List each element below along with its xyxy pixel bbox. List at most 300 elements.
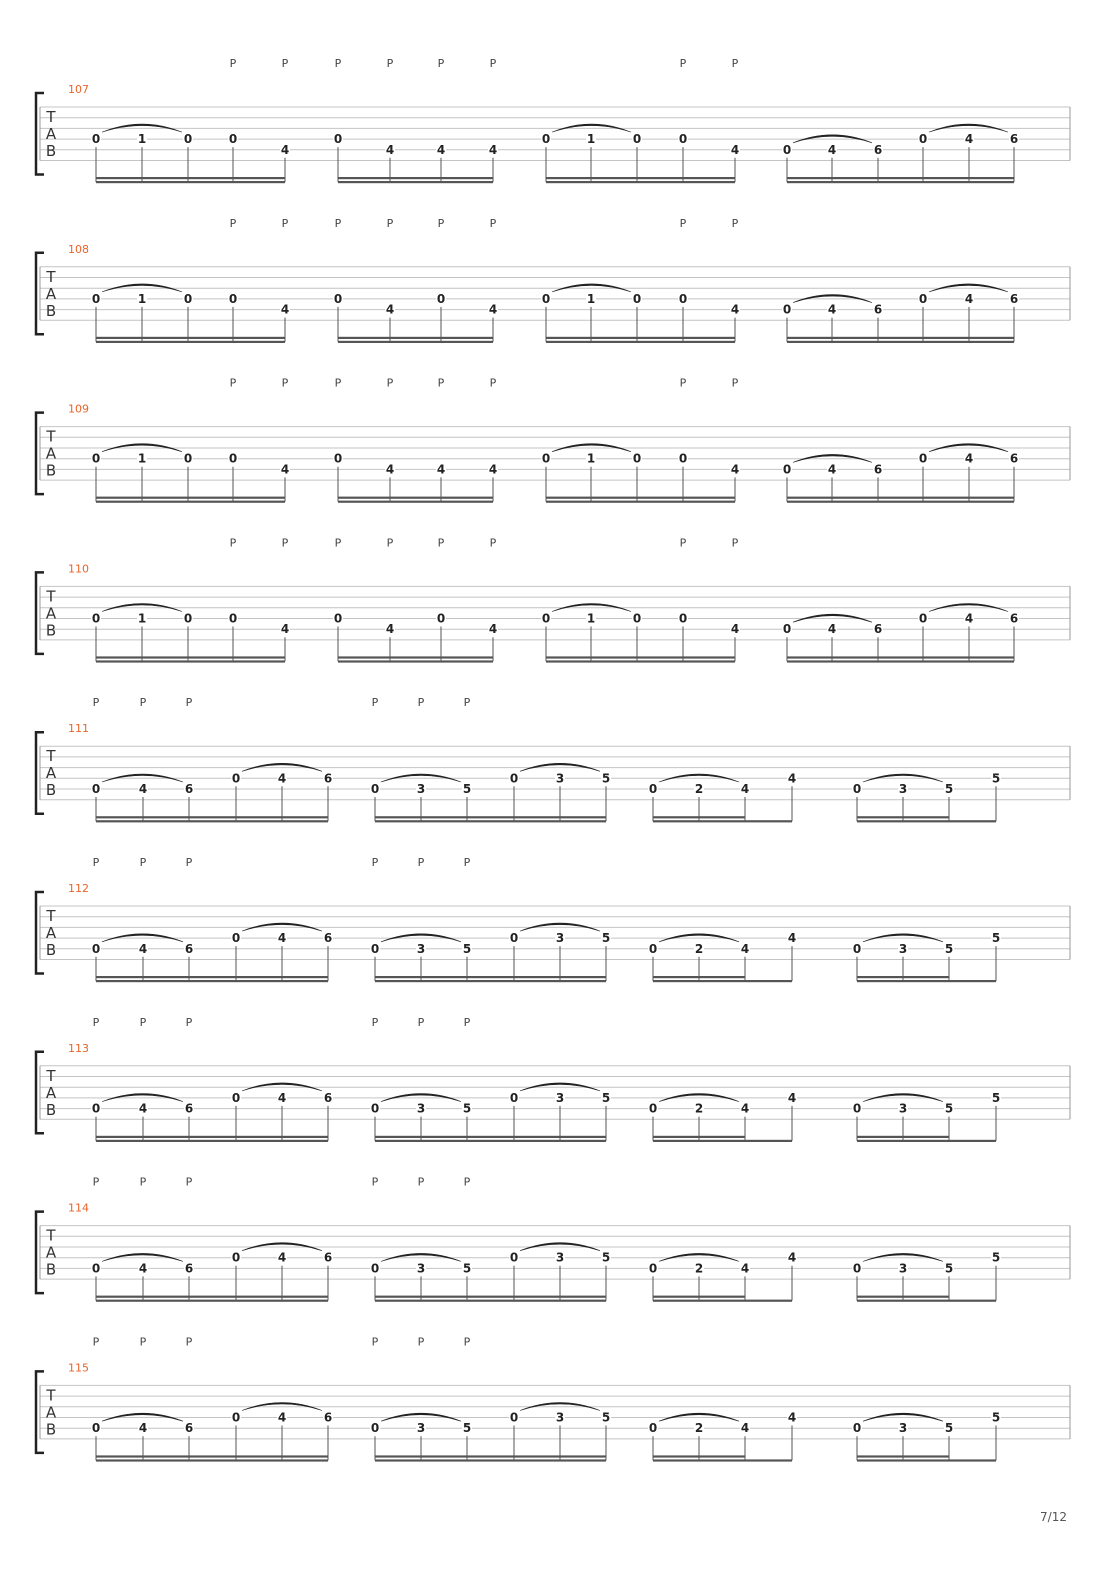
fret-number: 4: [138, 1421, 148, 1436]
fret-number: 4: [730, 462, 740, 477]
beam-secondary: [96, 177, 285, 179]
beam-secondary: [375, 816, 606, 818]
fret-number: 4: [730, 302, 740, 317]
palm-mute-mark: P: [185, 856, 193, 869]
fret-number: 0: [648, 1261, 658, 1276]
fret-number: 0: [91, 1421, 101, 1436]
fret-number: 0: [509, 931, 519, 946]
fret-number: 4: [740, 782, 750, 796]
fret-number: 0: [632, 451, 642, 466]
fret-number: 6: [323, 1250, 333, 1265]
fret-number: 4: [787, 771, 797, 786]
beam-primary: [653, 980, 792, 982]
fret-number: 6: [184, 1101, 194, 1116]
beam-secondary: [857, 976, 949, 978]
fret-number: 0: [918, 451, 928, 466]
fret-number: 4: [488, 462, 498, 477]
beam-primary: [653, 1300, 792, 1302]
beam-secondary: [375, 1455, 606, 1457]
palm-mute-mark: P: [679, 376, 687, 390]
measure-number: 111: [68, 722, 89, 736]
fret-number: 0: [436, 611, 446, 626]
beam-secondary: [546, 337, 735, 339]
palm-mute-mark: P: [371, 856, 379, 869]
palm-mute-mark: P: [437, 376, 445, 390]
fret-number: 4: [436, 142, 446, 157]
palm-mute-mark: P: [92, 696, 100, 710]
palm-mute-mark: P: [334, 216, 342, 230]
fret-number: 0: [678, 611, 688, 626]
fret-number: 4: [280, 302, 290, 317]
fret-number: 0: [183, 291, 193, 306]
tab-clef-letter: A: [45, 604, 57, 623]
fret-number: 5: [462, 1101, 472, 1116]
beam-secondary: [338, 337, 493, 339]
beam-secondary: [96, 337, 285, 339]
measure-number: 113: [68, 1041, 89, 1055]
beam-secondary: [546, 497, 735, 499]
beam-secondary: [787, 497, 1014, 499]
beam-secondary: [653, 1455, 745, 1457]
fret-number: 0: [91, 941, 101, 956]
fret-number: 4: [488, 142, 498, 157]
fret-number: 0: [370, 1261, 380, 1276]
beam-secondary: [96, 656, 285, 658]
fret-number: 2: [694, 1101, 704, 1116]
fret-number: 5: [991, 771, 1001, 786]
tab-clef-letter: A: [45, 1243, 57, 1262]
fret-number: 6: [323, 931, 333, 946]
beam-primary: [857, 980, 996, 982]
fret-number: 3: [555, 1250, 565, 1265]
beam-primary: [546, 341, 735, 343]
beam-primary: [787, 501, 1014, 503]
fret-number: 0: [852, 1261, 862, 1276]
fret-number: 4: [436, 462, 446, 477]
fret-number: 4: [277, 931, 287, 946]
fret-number: 5: [601, 1410, 611, 1425]
fret-number: 0: [918, 611, 928, 626]
palm-mute-mark: P: [139, 856, 147, 869]
fret-number: 4: [280, 622, 290, 637]
beam-secondary: [338, 497, 493, 499]
tab-clef-letter: A: [45, 444, 57, 463]
measure-number: 115: [68, 1361, 89, 1375]
fret-number: 0: [852, 1101, 862, 1116]
beam-primary: [96, 980, 328, 982]
fret-number: 6: [323, 1090, 333, 1105]
fret-number: 0: [852, 1421, 862, 1436]
beam-primary: [96, 181, 285, 183]
beam-secondary: [96, 497, 285, 499]
fret-number: 1: [137, 451, 147, 466]
beam-secondary: [857, 1455, 949, 1457]
fret-number: 0: [541, 291, 551, 306]
fret-number: 6: [184, 1261, 194, 1276]
palm-mute-mark: P: [679, 536, 687, 550]
beam-secondary: [857, 1296, 949, 1298]
fret-number: 1: [137, 291, 147, 306]
tab-clef-letter: A: [45, 1403, 57, 1422]
palm-mute-mark: P: [281, 216, 289, 230]
tab-clef-letter: T: [46, 1066, 56, 1085]
fret-number: 2: [694, 1261, 704, 1276]
fret-number: 6: [184, 941, 194, 956]
beam-primary: [338, 660, 493, 662]
fret-number: 4: [138, 1261, 148, 1276]
palm-mute-mark: P: [417, 1335, 425, 1349]
tab-clef-letter: A: [45, 125, 57, 143]
fret-number: 0: [648, 941, 658, 956]
beam-secondary: [787, 656, 1014, 658]
tab-clef-letter: T: [46, 747, 56, 766]
fret-number: 5: [944, 1261, 954, 1276]
palm-mute-mark: P: [92, 856, 100, 869]
palm-mute-mark: P: [281, 376, 289, 390]
palm-mute-mark: P: [437, 536, 445, 550]
fret-number: 4: [138, 1101, 148, 1116]
fret-number: 0: [231, 771, 241, 786]
fret-number: 0: [678, 132, 688, 147]
fret-number: 0: [852, 941, 862, 956]
fret-number: 4: [787, 1410, 797, 1425]
fret-number: 0: [918, 132, 928, 147]
fret-number: 4: [740, 941, 750, 956]
fret-number: 6: [184, 1421, 194, 1436]
palm-mute-mark: P: [386, 216, 394, 230]
beam-primary: [857, 1300, 996, 1302]
beam-primary: [96, 1459, 328, 1461]
fret-number: 4: [138, 941, 148, 956]
beam-primary: [653, 1140, 792, 1142]
beam-primary: [653, 1459, 792, 1461]
fret-number: 0: [91, 611, 101, 626]
beam-primary: [375, 820, 606, 822]
measure-number: 108: [68, 242, 89, 256]
fret-number: 0: [648, 1421, 658, 1436]
fret-number: 0: [333, 451, 343, 466]
beam-secondary: [96, 816, 328, 818]
beam-primary: [546, 660, 735, 662]
fret-number: 3: [416, 782, 426, 796]
fret-number: 3: [555, 1410, 565, 1425]
palm-mute-mark: P: [731, 57, 739, 70]
tab-clef-letter: T: [46, 427, 56, 446]
tab-clef-letter: T: [46, 1386, 56, 1405]
palm-mute-mark: P: [463, 696, 471, 710]
fret-number: 4: [964, 611, 974, 626]
beam-primary: [375, 980, 606, 982]
fret-number: 5: [601, 1250, 611, 1265]
tab-clef-letter: B: [45, 781, 57, 800]
palm-mute-mark: P: [139, 1335, 147, 1349]
beam-primary: [857, 820, 996, 822]
palm-mute-mark: P: [731, 216, 739, 230]
palm-mute-mark: P: [679, 216, 687, 230]
fret-number: 6: [1009, 132, 1019, 147]
fret-number: 4: [280, 462, 290, 477]
fret-number: 4: [385, 142, 395, 157]
beam-secondary: [96, 1136, 328, 1138]
palm-mute-mark: P: [679, 57, 687, 70]
fret-number: 4: [488, 622, 498, 637]
palm-mute-mark: P: [463, 1015, 471, 1029]
beam-primary: [96, 501, 285, 503]
beam-secondary: [787, 177, 1014, 179]
fret-number: 4: [277, 1090, 287, 1105]
tab-clef-letter: A: [45, 924, 57, 942]
palm-mute-mark: P: [463, 856, 471, 869]
palm-mute-mark: P: [334, 376, 342, 390]
fret-number: 0: [509, 1250, 519, 1265]
palm-mute-mark: P: [371, 1335, 379, 1349]
fret-number: 0: [333, 291, 343, 306]
palm-mute-mark: P: [229, 57, 237, 70]
beam-primary: [787, 341, 1014, 343]
palm-mute-mark: P: [731, 376, 739, 390]
palm-mute-mark: P: [229, 536, 237, 550]
beam-primary: [96, 820, 328, 822]
fret-number: 4: [827, 462, 837, 477]
beam-secondary: [96, 1455, 328, 1457]
tab-clef-letter: B: [45, 1420, 57, 1439]
fret-number: 6: [873, 302, 883, 317]
fret-number: 5: [944, 1101, 954, 1116]
fret-number: 4: [827, 142, 837, 157]
palm-mute-mark: P: [463, 1175, 471, 1189]
fret-number: 0: [632, 132, 642, 147]
fret-number: 3: [555, 931, 565, 946]
palm-mute-mark: P: [185, 1015, 193, 1029]
fret-number: 0: [852, 782, 862, 796]
palm-mute-mark: P: [417, 1175, 425, 1189]
palm-mute-mark: P: [334, 57, 342, 70]
fret-number: 4: [730, 622, 740, 637]
fret-number: 0: [541, 611, 551, 626]
fret-number: 0: [228, 132, 238, 147]
fret-number: 4: [277, 1250, 287, 1265]
fret-number: 0: [183, 132, 193, 147]
fret-number: 5: [944, 941, 954, 956]
fret-number: 6: [873, 622, 883, 637]
fret-number: 4: [787, 931, 797, 946]
tab-clef-letter: A: [45, 284, 57, 303]
palm-mute-mark: P: [185, 1175, 193, 1189]
tab-clef-letter: B: [45, 941, 57, 959]
fret-number: 6: [873, 142, 883, 157]
beam-secondary: [96, 1296, 328, 1298]
fret-number: 4: [827, 302, 837, 317]
palm-mute-mark: P: [417, 1015, 425, 1029]
fret-number: 1: [586, 132, 596, 147]
fret-number: 0: [370, 941, 380, 956]
fret-number: 0: [370, 782, 380, 796]
fret-number: 6: [1009, 451, 1019, 466]
fret-number: 3: [555, 771, 565, 786]
measure-number: 112: [68, 882, 89, 895]
palm-mute-mark: P: [437, 57, 445, 70]
beam-secondary: [375, 1136, 606, 1138]
beam-secondary: [787, 337, 1014, 339]
beam-primary: [546, 181, 735, 183]
fret-number: 0: [231, 1410, 241, 1425]
fret-number: 0: [228, 611, 238, 626]
fret-number: 1: [586, 291, 596, 306]
tab-clef-letter: B: [45, 1100, 57, 1119]
fret-number: 0: [91, 132, 101, 147]
beam-primary: [857, 1459, 996, 1461]
fret-number: 5: [991, 1090, 1001, 1105]
tab-clef-letter: B: [45, 301, 57, 320]
fret-number: 0: [436, 291, 446, 306]
fret-number: 0: [509, 1410, 519, 1425]
fret-number: 1: [137, 611, 147, 626]
fret-number: 3: [416, 1101, 426, 1116]
beam-primary: [653, 820, 792, 822]
palm-mute-mark: P: [92, 1015, 100, 1029]
tab-clef-letter: B: [45, 142, 57, 160]
fret-number: 1: [137, 132, 147, 147]
fret-number: 0: [231, 931, 241, 946]
fret-number: 5: [462, 782, 472, 796]
beam-secondary: [857, 816, 949, 818]
fret-number: 0: [91, 291, 101, 306]
palm-mute-mark: P: [489, 536, 497, 550]
palm-mute-mark: P: [371, 1175, 379, 1189]
fret-number: 0: [678, 451, 688, 466]
fret-number: 0: [91, 782, 101, 796]
fret-number: 0: [91, 1101, 101, 1116]
measure-number: 107: [68, 83, 89, 96]
beam-secondary: [546, 656, 735, 658]
fret-number: 0: [782, 622, 792, 637]
fret-number: 4: [740, 1421, 750, 1436]
beam-secondary: [375, 1296, 606, 1298]
measure-number: 110: [68, 562, 89, 576]
tab-clef-letter: A: [45, 1083, 57, 1102]
fret-number: 3: [898, 1101, 908, 1116]
fret-number: 6: [184, 782, 194, 796]
fret-number: 0: [632, 291, 642, 306]
fret-number: 4: [385, 302, 395, 317]
tab-clef-letter: A: [45, 764, 57, 783]
fret-number: 0: [228, 291, 238, 306]
fret-number: 3: [898, 941, 908, 956]
palm-mute-mark: P: [417, 856, 425, 869]
tab-clef-letter: B: [45, 621, 57, 640]
beam-secondary: [857, 1136, 949, 1138]
fret-number: 5: [991, 1250, 1001, 1265]
fret-number: 1: [586, 611, 596, 626]
fret-number: 0: [541, 132, 551, 147]
fret-number: 0: [228, 451, 238, 466]
palm-mute-mark: P: [386, 376, 394, 390]
fret-number: 5: [601, 931, 611, 946]
fret-number: 0: [183, 611, 193, 626]
beam-secondary: [338, 177, 493, 179]
fret-number: 0: [333, 132, 343, 147]
fret-number: 4: [488, 302, 498, 317]
fret-number: 0: [91, 451, 101, 466]
tab-clef-letter: T: [46, 587, 56, 606]
fret-number: 3: [416, 941, 426, 956]
beam-primary: [787, 660, 1014, 662]
palm-mute-mark: P: [489, 216, 497, 230]
palm-mute-mark: P: [371, 1015, 379, 1029]
fret-number: 0: [333, 611, 343, 626]
beam-primary: [546, 501, 735, 503]
fret-number: 5: [991, 931, 1001, 946]
fret-number: 0: [782, 302, 792, 317]
tab-clef-letter: B: [45, 1260, 57, 1279]
fret-number: 3: [555, 1090, 565, 1105]
palm-mute-mark: P: [185, 696, 193, 710]
fret-number: 0: [231, 1090, 241, 1105]
palm-mute-mark: P: [139, 1015, 147, 1029]
fret-number: 3: [898, 782, 908, 796]
fret-number: 4: [730, 142, 740, 157]
fret-number: 2: [694, 1421, 704, 1436]
fret-number: 5: [991, 1410, 1001, 1425]
fret-number: 3: [416, 1261, 426, 1276]
beam-primary: [857, 1140, 996, 1142]
fret-number: 0: [183, 451, 193, 466]
palm-mute-mark: P: [92, 1335, 100, 1349]
palm-mute-mark: P: [229, 376, 237, 390]
fret-number: 4: [827, 622, 837, 637]
fret-number: 4: [964, 132, 974, 147]
fret-number: 3: [898, 1421, 908, 1436]
beam-primary: [375, 1140, 606, 1142]
measure-number: 109: [68, 402, 89, 416]
fret-number: 0: [370, 1101, 380, 1116]
palm-mute-mark: P: [386, 57, 394, 70]
beam-secondary: [653, 976, 745, 978]
fret-number: 4: [964, 451, 974, 466]
palm-mute-mark: P: [437, 216, 445, 230]
fret-number: 3: [416, 1421, 426, 1436]
beam-primary: [96, 1140, 328, 1142]
palm-mute-mark: P: [386, 536, 394, 550]
fret-number: 5: [462, 1261, 472, 1276]
beam-secondary: [653, 816, 745, 818]
fret-number: 6: [323, 771, 333, 786]
beam-primary: [338, 341, 493, 343]
palm-mute-mark: P: [229, 216, 237, 230]
fret-number: 0: [509, 1090, 519, 1105]
fret-number: 0: [678, 291, 688, 306]
beam-primary: [338, 501, 493, 503]
beam-secondary: [375, 976, 606, 978]
tab-clef-letter: T: [46, 267, 56, 286]
fret-number: 4: [138, 782, 148, 796]
fret-number: 0: [509, 771, 519, 786]
measure-number: 114: [68, 1201, 89, 1215]
fret-number: 1: [586, 451, 596, 466]
palm-mute-mark: P: [139, 1175, 147, 1189]
tab-clef-letter: T: [46, 1226, 56, 1245]
palm-mute-mark: P: [463, 1335, 471, 1349]
fret-number: 4: [385, 622, 395, 637]
fret-number: 0: [918, 291, 928, 306]
page-number: 7/12: [1040, 1510, 1067, 1524]
fret-number: 3: [898, 1261, 908, 1276]
fret-number: 0: [782, 462, 792, 477]
fret-number: 5: [462, 1421, 472, 1436]
beam-primary: [375, 1459, 606, 1461]
fret-number: 4: [277, 771, 287, 786]
beam-primary: [96, 1300, 328, 1302]
